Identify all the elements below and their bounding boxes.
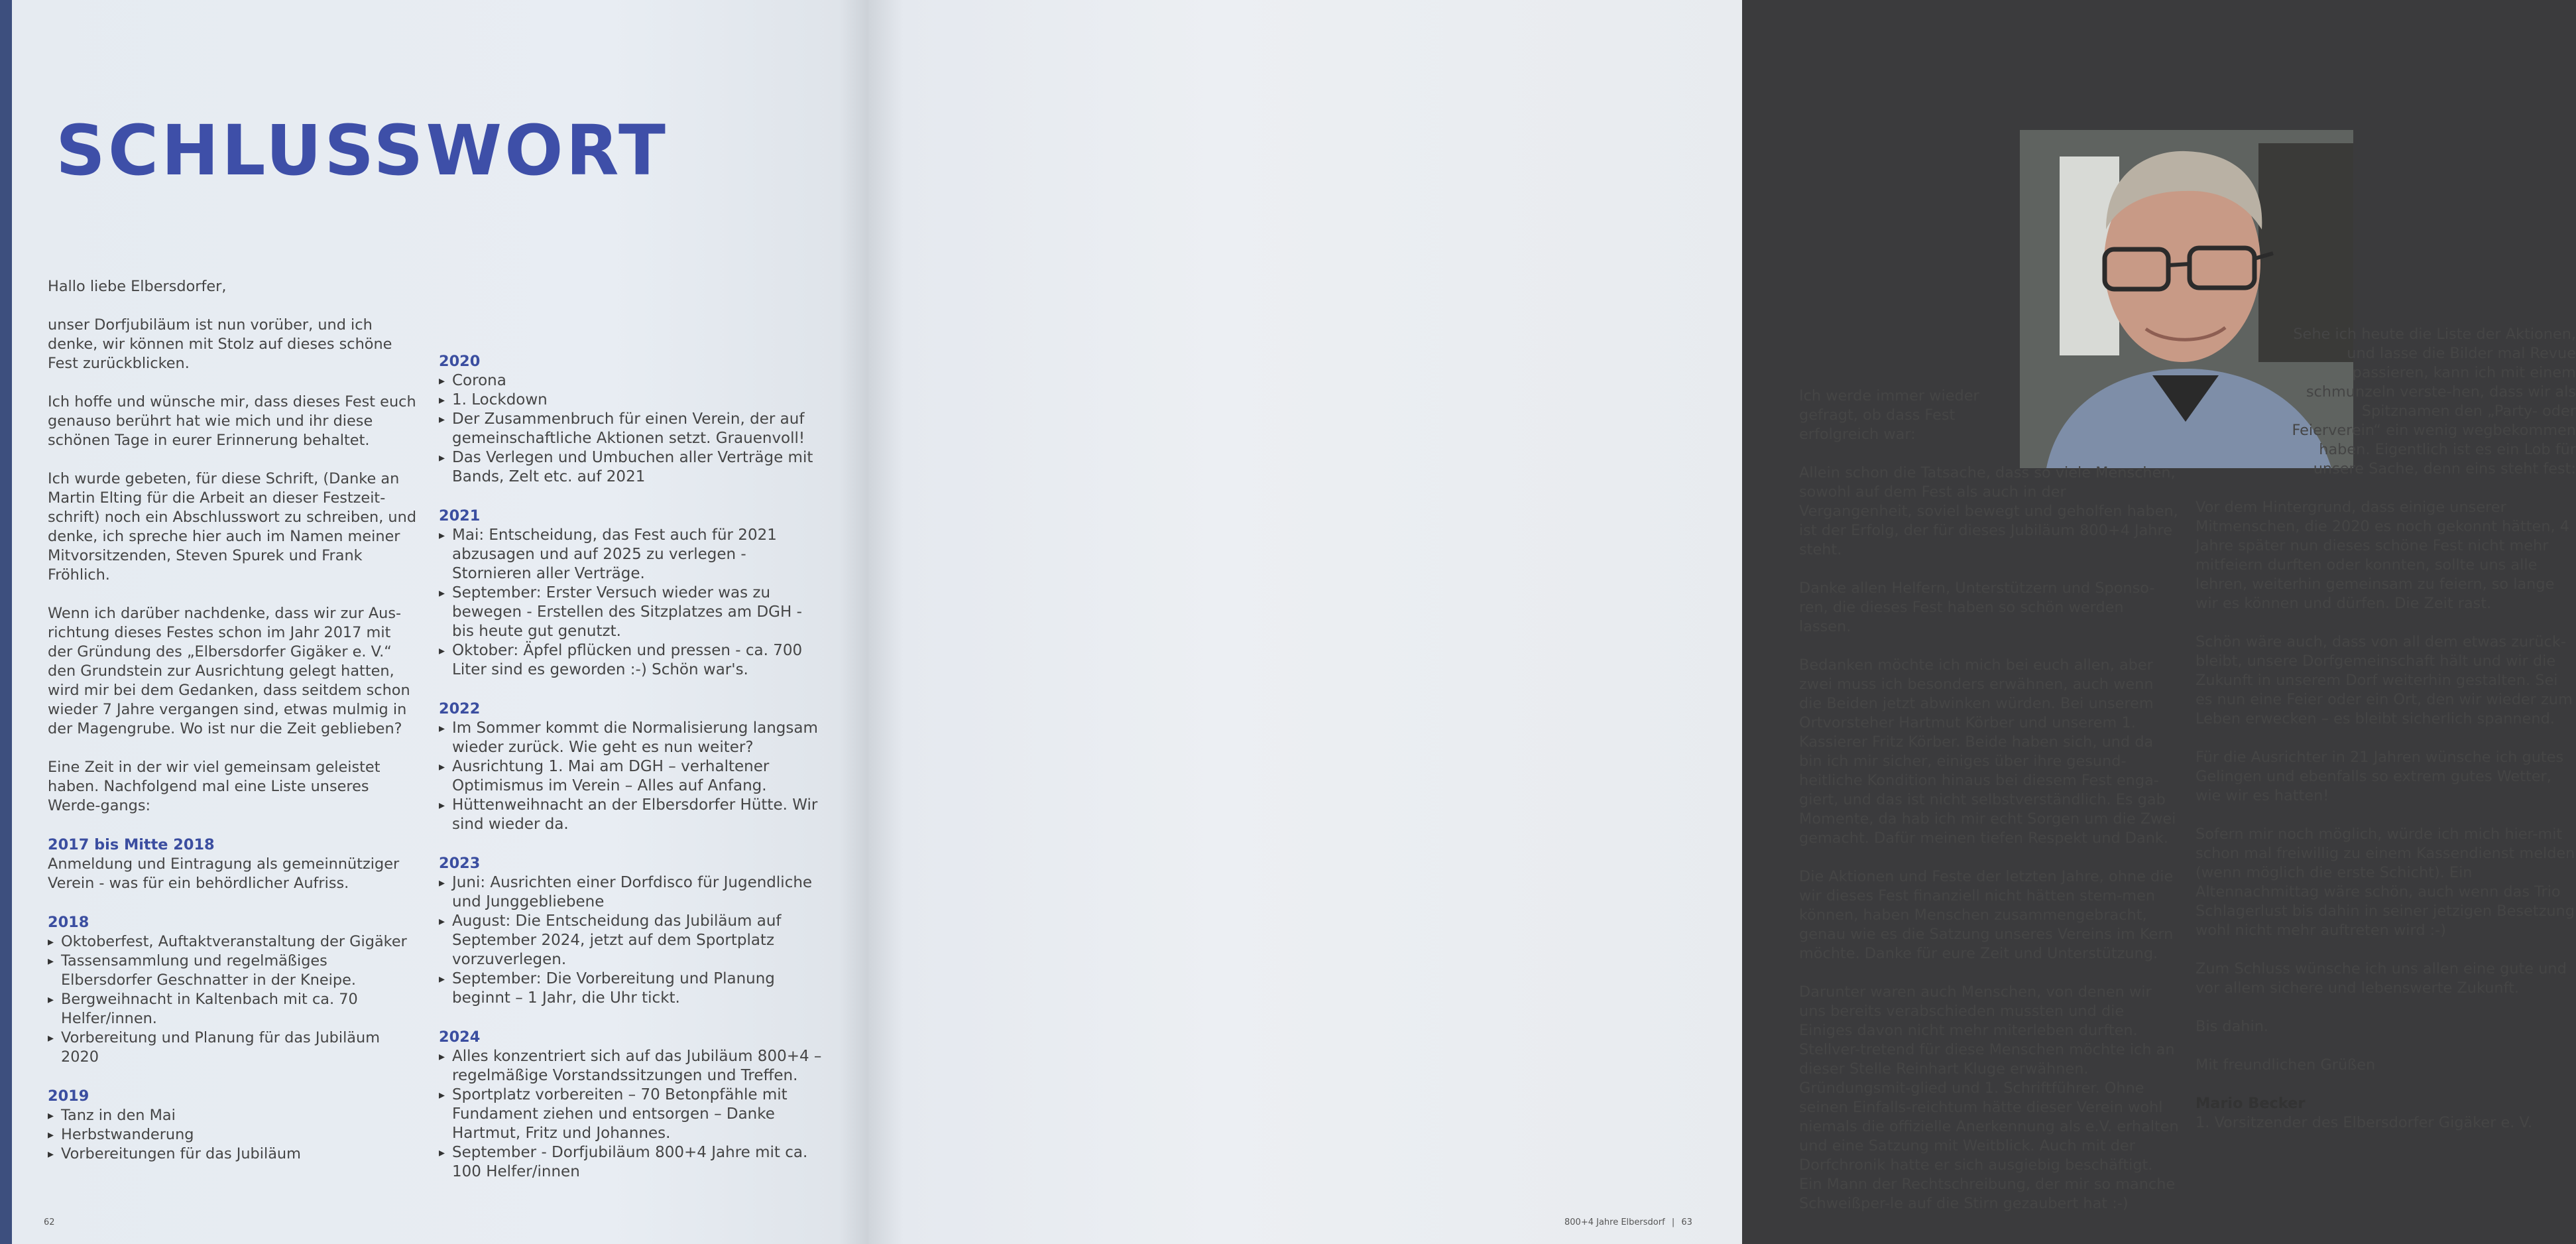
timeline-item: ▸ Vorbereitungen für das Jubiläum	[48, 1145, 419, 1164]
page-number: 63	[1681, 1217, 1692, 1227]
timeline-item: ▸ Sportplatz vorbereiten – 70 Betonpfähle mit Fundament ziehen und entsorgen – Danke Hartmut, Fritz und Johannes.	[439, 1086, 823, 1143]
timeline-year: 2017 bis Mitte 2018	[48, 836, 215, 853]
intro-column	[48, 277, 419, 1164]
timeline-list	[439, 1047, 823, 1182]
paragraph: Vor dem Hintergrund, dass einige unserer Mitmenschen, die 2020 es noch gekonnt hätten, 4 Jahre später nun dieses schöne Fest nicht mehr mitfeiern durften oder konnten, sollte uns alle lehren, weiterhin gemeinsam zu feiern, so lange wir es können und dürfen. Die Zeit rast.	[2195, 499, 2570, 612]
timeline-list	[439, 371, 823, 487]
paragraph: unser Dorfjubiläum ist nun vorüber, und ich denke, wir können mit Stolz auf dieses schöne Fest zurückblicken.	[48, 316, 392, 372]
publication-name: 800+4 Jahre Elbersdorf	[1564, 1217, 1665, 1227]
right-page	[868, 0, 2576, 1244]
right-column-a	[1799, 387, 2180, 1213]
page-footer	[1564, 1217, 1692, 1227]
timeline-list	[439, 719, 823, 834]
timeline-item: ▸ Im Sommer kommt die Normalisierung langsam wieder zurück. Wie geht es nun weiter?	[439, 719, 823, 757]
timeline-year: 2022	[439, 700, 481, 717]
paragraph: Ich hoffe und wünsche mir, dass dieses Fest euch genauso berührt hat wie mich und ihr diese schönen Tage in eurer Erinnerung behaltet.	[48, 393, 416, 449]
paragraph: Schön wäre auch, dass von all dem etwas zurück-bleibt, unsere Dorfgemeinschaft hält und wir die Zukunft in unserem Dorf weiterhin gestalten. Sei es nun eine Feier oder ein Ort, den wir wieder zum Leben erwecken – es bleibt sicherlich spannend.	[2195, 633, 2573, 727]
timeline-text: Anmeldung und Eintragung als gemeinnütziger Verein - was für ein behördlicher Aufriss.	[48, 855, 400, 892]
paragraph: Für die Ausrichter in 21 Jahren wünsche ich gutes Gelingen und ebenfalls so extrem gutes Wetter, wie wir es hatten!	[2195, 749, 2564, 804]
timeline-item: ▸ Bergweihnacht in Kaltenbach mit ca. 70 Helfer/innen.	[48, 990, 419, 1028]
timeline-item: ▸ Tassensammlung und regelmäßiges Elbersdorfer Geschnatter in der Kneipe.	[48, 952, 419, 990]
timeline-item: ▸ Juni: Ausrichten einer Dorfdisco für Jugendliche und Junggebliebene	[439, 873, 823, 912]
timeline-item: ▸ September - Dorfjubiläum 800+4 Jahre mit ca. 100 Helfer/innen	[439, 1143, 823, 1182]
timeline-year: 2020	[439, 353, 481, 370]
paragraph: Zum Schluss wünsche ich uns allen eine gute und vor allem sichere und lebenswerte Zukunft.	[2195, 960, 2567, 997]
timeline-item: ▸ Tanz in den Mai	[48, 1106, 419, 1125]
timeline-item: ▸ Corona	[439, 371, 823, 391]
paragraph: Eine Zeit in der wir viel gemeinsam geleistet haben. Nachfolgend mal eine Liste unseres Werde-gangs:	[48, 759, 381, 814]
timeline-year: 2018	[48, 914, 89, 931]
timeline-column	[439, 351, 823, 1182]
signature-role: 1. Vorsitzender des Elbersdorfer Gigäker e. V.	[2195, 1114, 2533, 1131]
timeline-item: ▸ September: Erster Versuch wieder was zu bewegen - Erstellen des Sitzplatzes am DGH - bis heute gut genutzt.	[439, 584, 823, 641]
timeline-item: ▸ 1. Lockdown	[439, 391, 823, 410]
timeline-item: ▸ Das Verlegen und Umbuchen aller Verträge mit Bands, Zelt etc. auf 2021	[439, 448, 823, 487]
page-number: 62	[44, 1217, 55, 1227]
page-title: SCHLUSSWORT	[56, 110, 668, 191]
timeline-list	[48, 1106, 419, 1164]
timeline-list	[439, 873, 823, 1008]
timeline-item: ▸ Hüttenweihnacht an der Elbersdorfer Hütte. Wir sind wieder da.	[439, 796, 823, 834]
paragraph: Darunter waren auch Menschen, von denen wir uns bereits verabschieden mussten und die Einiges davon nicht mehr miterleben durften. Stellver-tretend für diese Menschen möchte ich an dieser Stelle Reinhart Kluge erwähnen. Gründungsmit-glied und 1. Schriftführer. Ohne seinen Einfalls-reichtum hätte dieser Verein wohl niemals die offizielle Anerkennung als e.V. erhalten und eine Satzung mit Weitblick. Auch mit der Dorfchronik hatte er sich ausgiebig beschäftigt. Ein Mann der Rechtschreibung, der mir so manche Schweißper-le auf die Stirn gezaubert hat :-)	[1799, 983, 2179, 1212]
timeline-item: ▸ Ausrichtung 1. Mai am DGH – verhaltener Optimismus im Verein – Alles auf Anfang.	[439, 757, 823, 796]
timeline-list	[439, 526, 823, 680]
timeline-item: ▸ Herbstwanderung	[48, 1125, 419, 1145]
right-column-b	[2195, 325, 2576, 1133]
timeline-item: ▸ Oktober: Äpfel pflücken und pressen - ca. 700 Liter sind es geworden :-) Schön war's.	[439, 641, 823, 680]
paragraph: Mit freundlichen Grüßen	[2195, 1056, 2376, 1074]
paragraph: Ich wurde gebeten, für diese Schrift, (Danke an Martin Elting für die Arbeit an dieser Festzeit-schrift) noch ein Abschlusswort zu schreiben, und denke, ich spreche hier auch im Namen meiner Mitvorsitzenden, Steven Spurek und Frank Fröhlich.	[48, 470, 417, 584]
timeline-item: ▸ Mai: Entscheidung, das Fest auch für 2021 abzusagen und auf 2025 zu verlegen - Stornieren aller Verträge.	[439, 526, 823, 584]
paragraph: Bedanken möchte ich mich bei euch allen, aber zwei muss ich besonders erwähnen, auch wenn die Beiden jetzt abwinken würden. Bei unserem Ortvorsteher Hartmut Körber und unserem 1. Kassierer Fritz Körber. Beide haben sich, und da bin ich mir sicher, einiges über ihre gesund-heitliche Kondition hinaus bei diesem Fest enga-giert, und das ist nicht selbstverständlich. Es gab Momente, da hab ich mir echt Sorgen um die Zwei gemacht. Dafür meinen tiefen Respekt und Dank.	[1799, 656, 2176, 847]
timeline-year: 2021	[439, 507, 481, 525]
intro-paragraph: Sehe ich heute die Liste der Aktionen, und lasse die Bilder mal Revue passieren, kann ich mit einem schmunzeln verste-hen, dass wir als Spitznamen den „Party- oder Feierverein“ ein wenig wegbekommen haben. Eigentlich ist es ein Lob für unsere Sache, denn eins steht fest:	[2292, 326, 2576, 477]
timeline-item: ▸ Oktoberfest, Auftaktveranstaltung der Gigäker	[48, 932, 419, 952]
cover-edge	[0, 0, 12, 1244]
timeline-year: 2023	[439, 855, 481, 872]
timeline-item: ▸ August: Die Entscheidung das Jubiläum auf September 2024, jetzt auf dem Sportplatz vorzuverlegen.	[439, 912, 823, 969]
left-page	[0, 0, 874, 1244]
paragraph: Danke allen Helfern, Unterstützern und Sponso-ren, die dieses Fest haben so schön werden lassen.	[1799, 580, 2155, 635]
footer-separator: |	[1671, 1217, 1675, 1227]
signature-name: Mario Becker	[2195, 1095, 2306, 1112]
timeline-item: ▸ Alles konzentriert sich auf das Jubiläum 800+4 – regelmäßige Vorstandssitzungen und Treffen.	[439, 1047, 823, 1086]
timeline-item: ▸ Vorbereitung und Planung für das Jubiläum 2020	[48, 1028, 419, 1067]
timeline-item: ▸ September: Die Vorbereitung und Planung beginnt – 1 Jahr, die Uhr tickt.	[439, 969, 823, 1008]
paragraph: Bis dahin.	[2195, 1018, 2269, 1035]
paragraph: Wenn ich darüber nachdenke, dass wir zur Aus-richtung dieses Festes schon im Jahr 2017 mit der Gründung des „Elbersdorfer Gigäker e. V.“ den Grundstein zur Ausrichtung gelegt hatten, wird mir bei dem Gedanken, dass seitdem schon wieder 7 Jahre vergangen sind, etwas mulmig in der Magengrube. Wo ist nur die Zeit geblieben?	[48, 605, 410, 737]
intro-line: Ich werde immer wieder gefragt, ob dass Fest erfolgreich war:	[1799, 387, 1979, 443]
greeting: Hallo liebe Elbersdorfer,	[48, 278, 227, 295]
paragraph: Die Aktionen und Feste der letzten Jahre, ohne die wir dieses Fest finanziell nicht hätten stem-men können, haben Menschen zusammengebracht, genau wie es die Satzung unseres Vereins im Kern möchte. Danke für eure Zeit und Unterstützung.	[1799, 868, 2174, 962]
timeline-list	[48, 932, 419, 1067]
timeline-item: ▸ Der Zusammenbruch für einen Verein, der auf gemeinschaftliche Aktionen setzt. Grauenvoll!	[439, 410, 823, 448]
paragraph: Allein schon die Tatsache, dass so viele Menschen, sowohl auf dem Fest als auch in der Vergangenheit, soviel bewegt und geholfen haben, ist der Erfolg, der für dieses Jubiläum 800+4 Jahre steht.	[1799, 464, 2178, 558]
timeline-year: 2019	[48, 1088, 89, 1105]
paragraph: Sofern mir noch möglich, würde ich mich hier-mit schon mal freiwillig zu einem Kassendienst melden (wenn möglich die erste Schicht). Ein Altennachmittag wäre schön, auch wenn das Trio Schlagerlust bis dahin in seiner jetzigen Besetzung wohl nicht mehr auftreten wird :-)	[2195, 826, 2575, 939]
timeline-year: 2024	[439, 1028, 481, 1046]
